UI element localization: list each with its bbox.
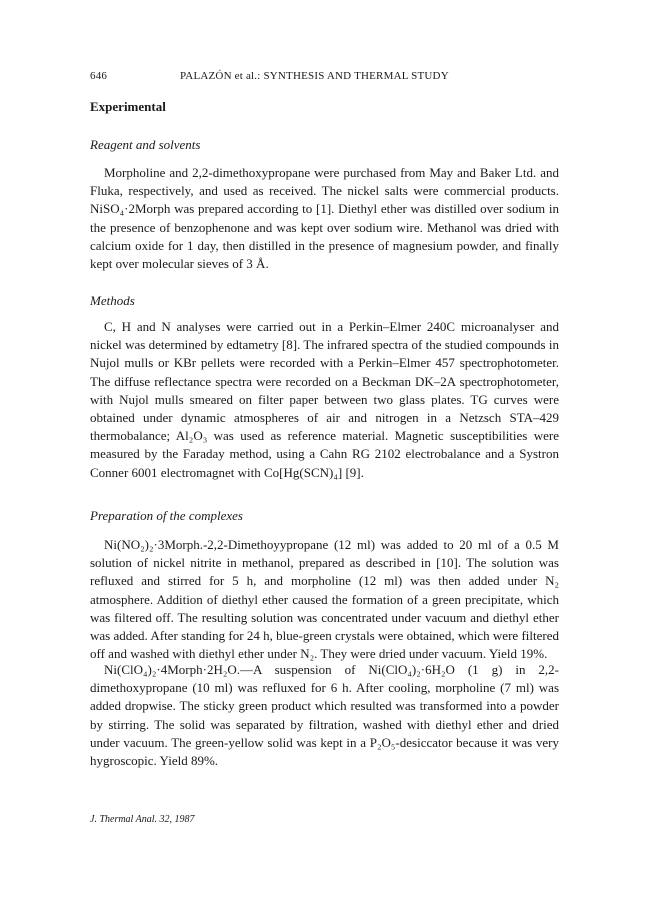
paragraph-methods: C, H and N analyses were carried out in a Perkin–Elmer 240C microanalyser and nickel was determined by edtametry [8]. The infrared spectra of the studied compounds in Nujol mulls or KBr pellets were recorded with a Perkin–Elmer 457 spectrophotometer. The diffuse reflectance spectra were recorded on a Beckman DK–2A spectrophotometer, with Nujol mulls smeared on filter paper between two glass plates. TG curves were obtained under dynamic atmospheres of air and nitrogen in a Netzsch STA–429 thermobalance; Al₂O₃ was used as reference material. Magnetic susceptibilities were measured by the Faraday method, using a Cahn RG 2102 electrobalance and a Systron Conner 6001 electromagnet with Co[Hg(SCN)₄] [9]. [90,319,559,480]
journal-footer: J. Thermal Anal. 32, 1987 [90,814,195,825]
subheading-reagents: Reagent and solvents [90,137,201,152]
running-title: PALAZÓN et al.: SYNTHESIS AND THERMAL STUDY [180,70,449,82]
paragraph-preparation-1: Ni(NO₂)₂·3Morph.-2,2-Dimethoyypropane (12 ml) was added to 20 ml of a 0.5 M solution of nickel nitrite in methanol, prepared as described in [10]. The solution was refluxed and stirred for 5 h, and morpholine (12 ml) was then added under N₂ atmosphere. Addition of diethyl ether caused the formation of a green precipitate, which was filtered off. The resulting solution was concentrated under vacuum and diethyl ether was added. After standing for 24 h, blue-green crystals were obtained, which were filtered off and washed with diethyl ether under N₂. They were dried under vacuum. Yield 19%. [90,537,559,662]
subheading-methods: Methods [90,293,135,308]
subheading-preparation: Preparation of the complexes [90,508,243,523]
paragraph-preparation-2: Ni(ClO₄)₂·4Morph·2H₂O.—A suspension of Ni(ClO₄)₂·6H₂O (1 g) in 2,2-dimethoxypropane (10 ml) was refluxed for 6 h. After cooling, morpholine (7 ml) was added dropwise. The sticky green product which resulted was transformed into a powder by stirring. The solid was separated by filtration, washed with diethyl ether and dried under vacuum. The green-yellow solid was kept in a P₂O₅-desiccator because it was very hygroscopic. Yield 89%. [90,662,559,769]
paragraph-reagents: Morpholine and 2,2-dimethoxypropane were purchased from May and Baker Ltd. and Fluka, respectively, and used as received. The nickel salts were commercial products. NiSO₄·2Morph was prepared according to [1]. Diethyl ether was distilled over sodium in the presence of benzophenone and was kept over sodium wire. Methanol was dried with calcium oxide for 1 day, then distilled in the presence of magnesium powder, and finally kept over molecular sieves of 3 Å. [90,165,559,272]
page-number: 646 [90,70,108,82]
section-heading-experimental: Experimental [90,99,166,114]
